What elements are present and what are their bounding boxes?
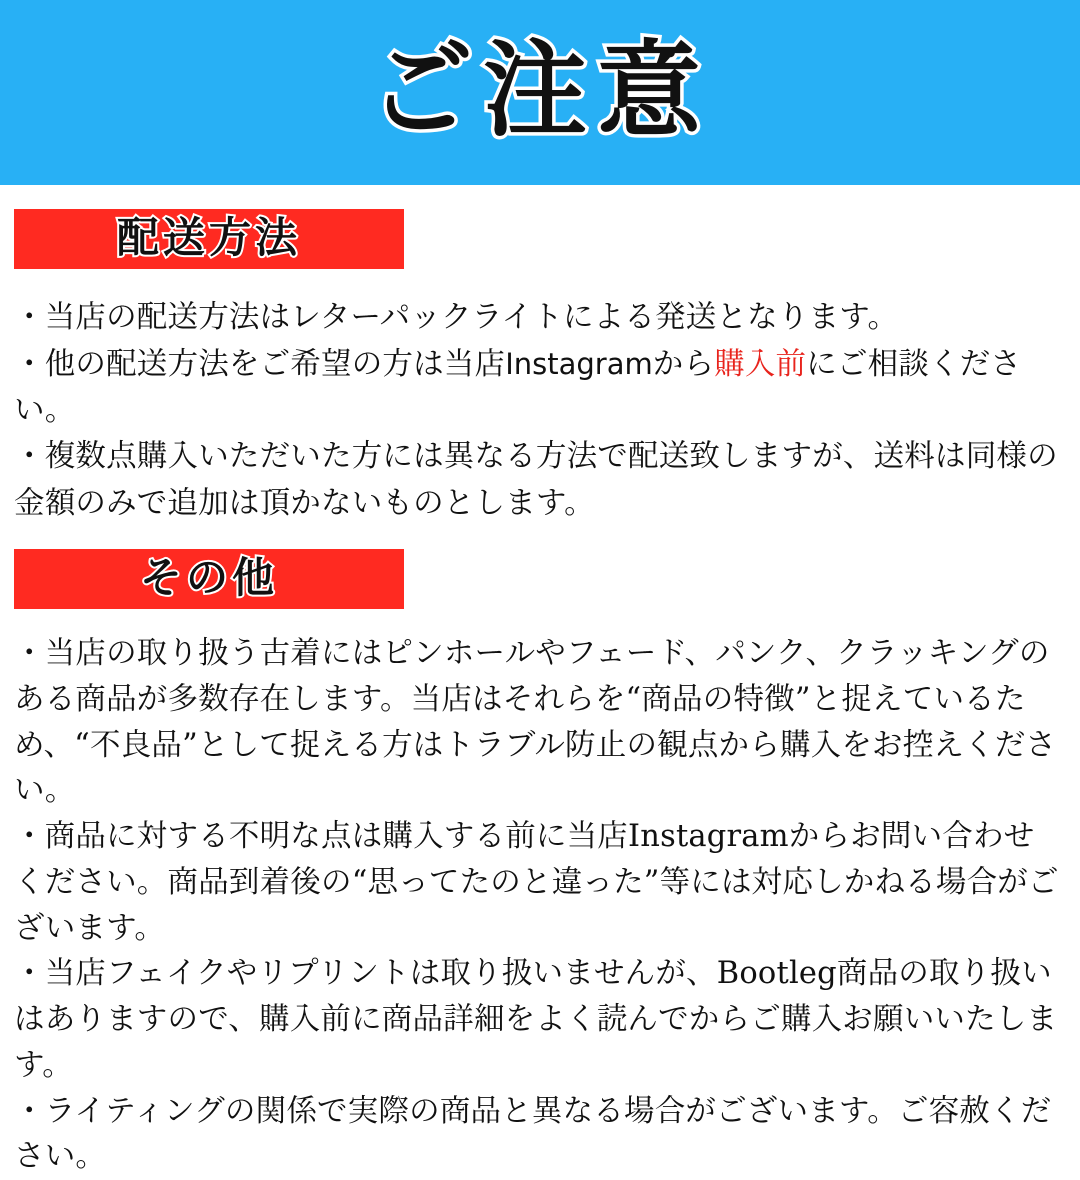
shipping-line-2: ・他の配送方法をご希望の方は当店Instagramから購入前にご相談ください。 [14,346,1022,428]
section-other [0,549,1080,1180]
other-line-2: ・商品に対する不明な点は購入する前に当店Instagramからお問い合わせください。商品到着後の“思ってたのと違った”等には対応しかねる場合がございます。 [14,819,1059,946]
other-line-4: ・ライティングの関係で実際の商品と異なる場合がございます。ご容赦ください。 [14,1093,1052,1175]
shipping-highlight: 購入前 [714,346,807,382]
section-heading-shipping-label: 配送方法 [116,213,301,262]
other-line-1: ・当店の取り扱う古着にはピンホールやフェード、パンク、クラッキングのある商品が多数存在します。当店はそれらを“商品の特徴”と捉えているため、“不良品”として捉える方はトラブル防止の観点から購入をお控えください。 [14,636,1057,809]
shipping-body [14,295,1066,527]
shipping-line-1: ・当店の配送方法はレターパックライトによる発送となります。 [14,300,899,336]
shipping-line-3: ・複数点購入いただいた方には異なる方法で配送致しますが、送料は同様の金額のみで追加は頂かないものとします。 [14,439,1058,521]
page-title: ご注意 [368,28,711,151]
other-line-3: ・当店フェイクやリプリントは取り扱いませんが、Bootleg商品の取り扱いはありますので、購入前に商品詳細をよく読んでからご購入お願いいたします。 [14,956,1058,1083]
section-heading-other-label: その他 [139,552,278,602]
other-body [14,631,1066,1180]
section-shipping [0,209,1080,527]
header-banner [0,0,1080,185]
section-heading-shipping [14,209,404,269]
section-heading-other [14,549,404,609]
instagram-mention: Instagram [505,346,653,381]
